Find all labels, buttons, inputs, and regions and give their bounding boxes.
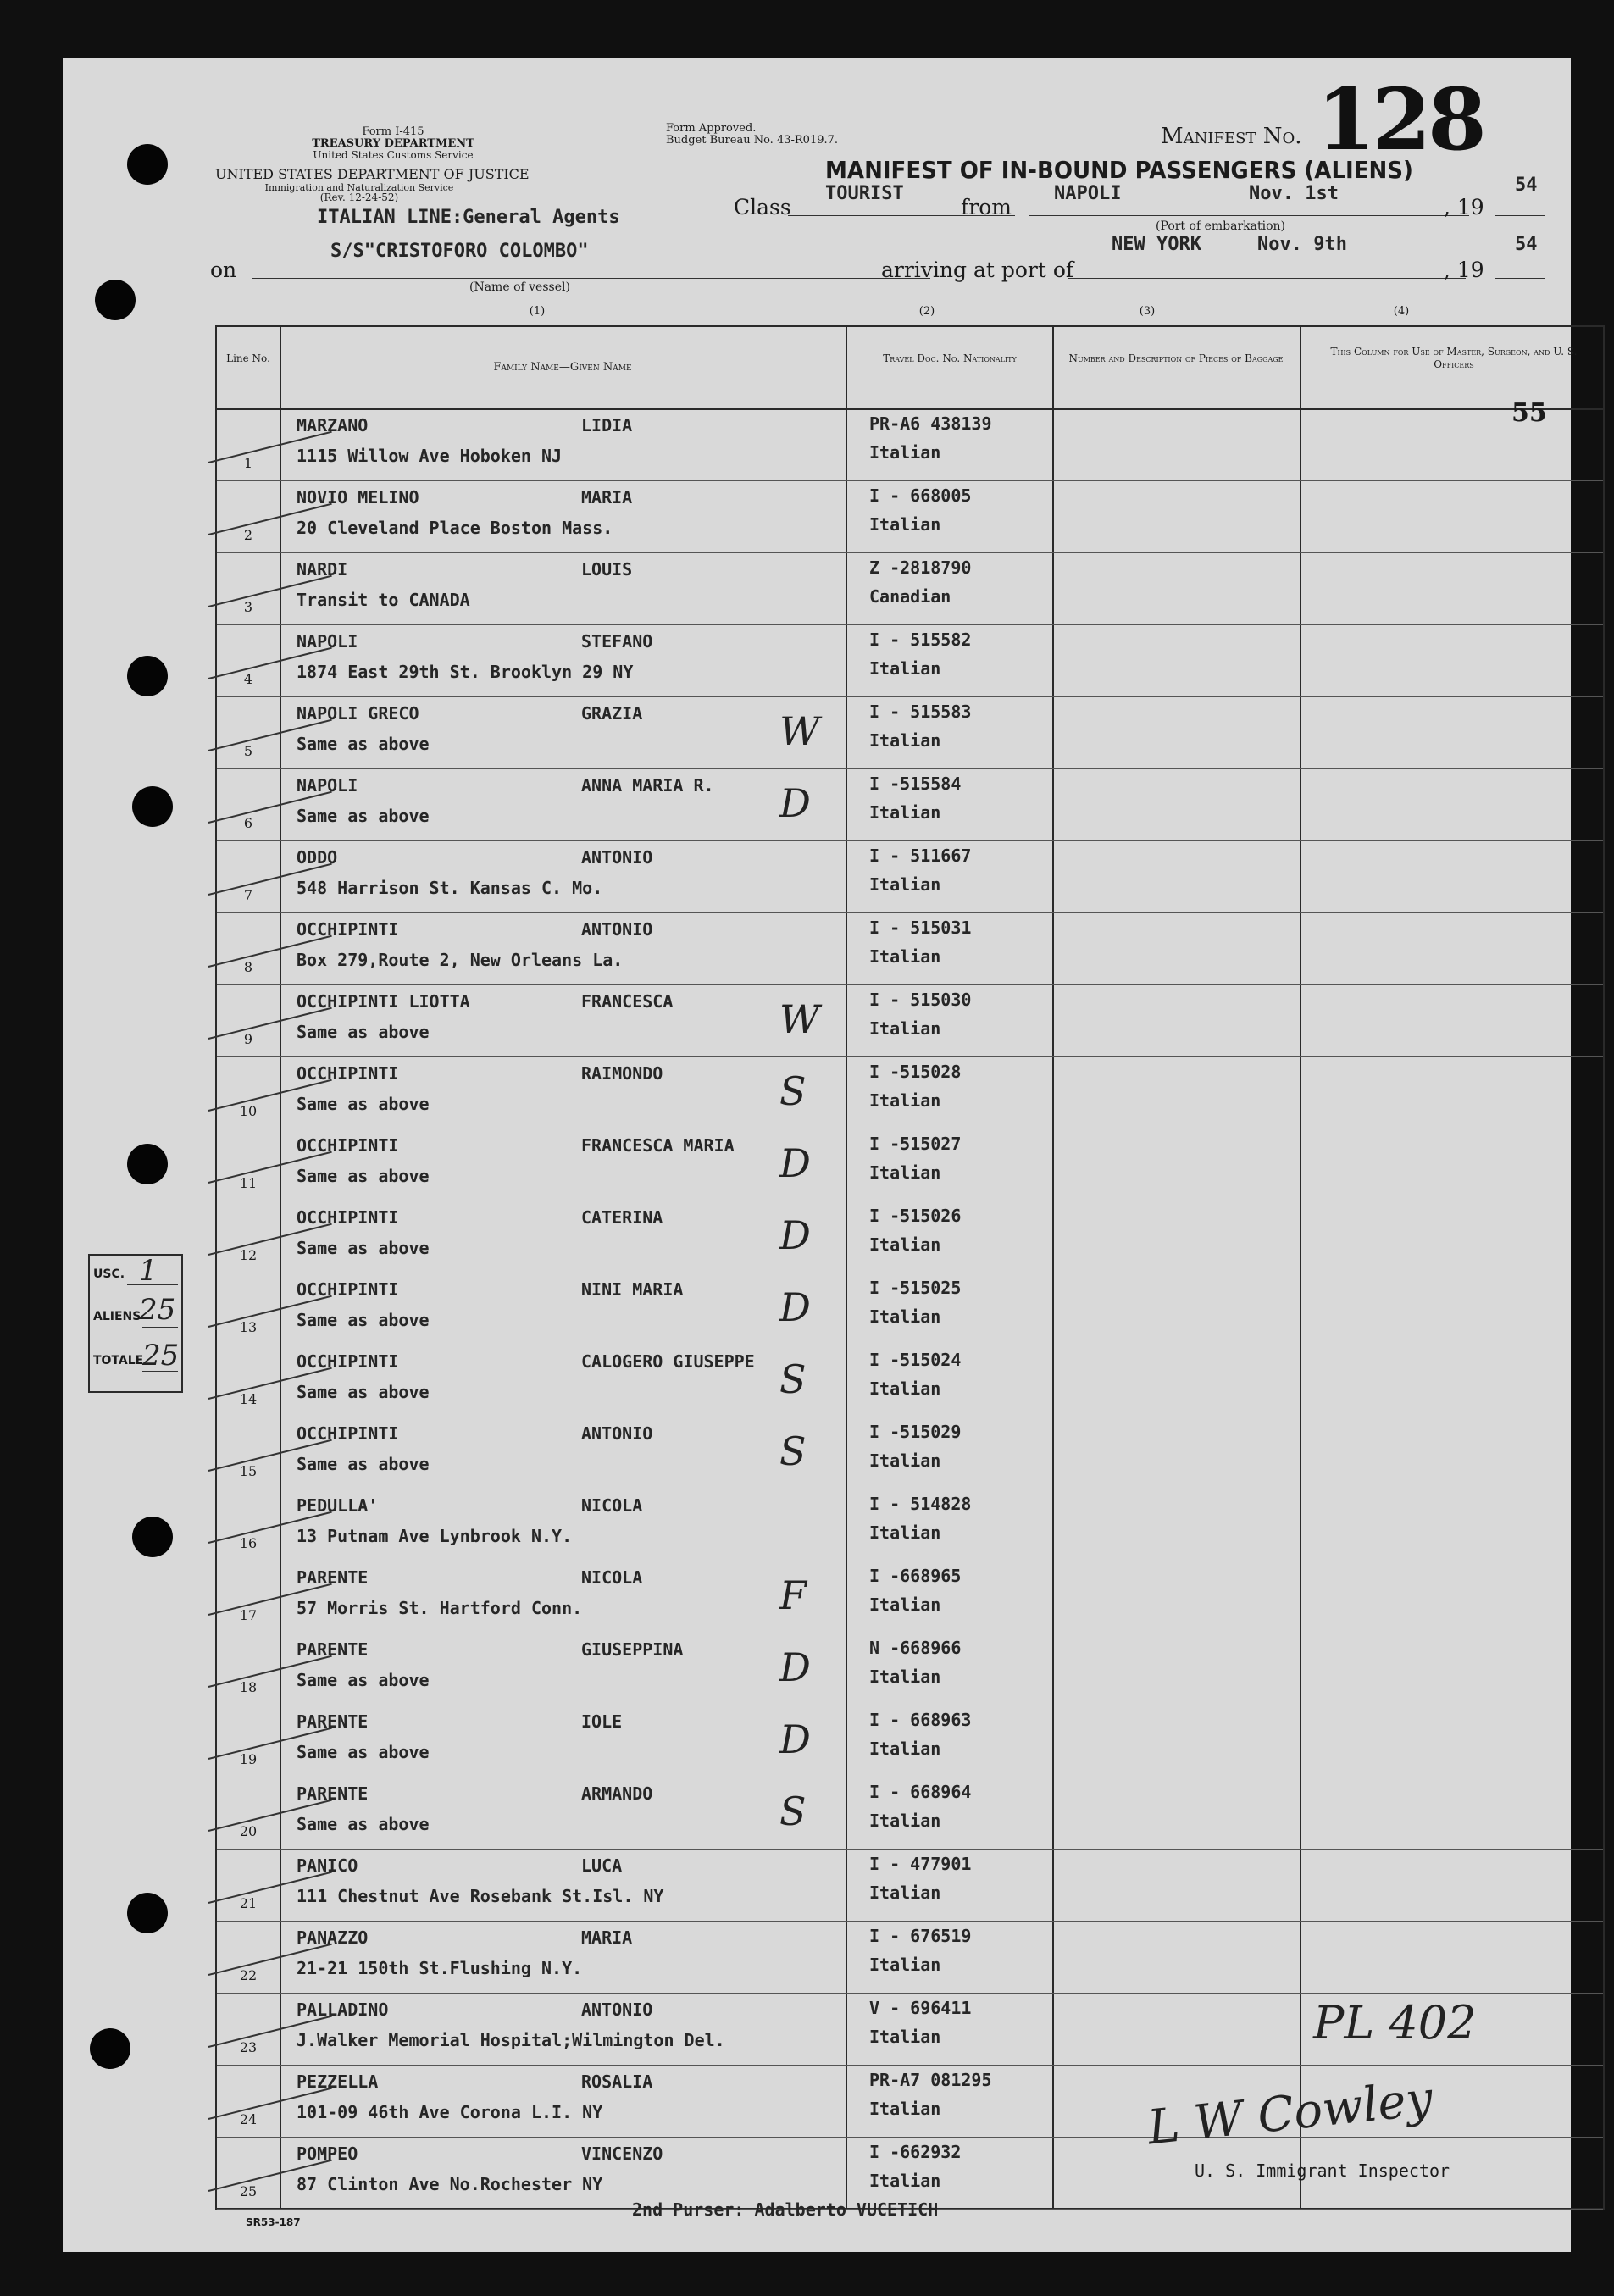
family-name: PANAZZO bbox=[297, 1927, 369, 1948]
line-number: 19 bbox=[239, 1751, 258, 1767]
line-number: 22 bbox=[239, 1967, 258, 1983]
year-prefix-2: , 19 bbox=[1444, 258, 1484, 282]
passenger-table bbox=[215, 325, 1605, 2210]
address: 21-21 150th St.Flushing N.Y. bbox=[297, 1958, 583, 1978]
customs-service: United States Customs Service bbox=[313, 149, 474, 161]
family-name: NAPOLI bbox=[297, 631, 358, 652]
status-mark: D bbox=[779, 780, 811, 826]
line-number: 14 bbox=[239, 1391, 258, 1407]
approval-line-2: Budget Bureau No. 43-R019.7. bbox=[666, 134, 839, 147]
baggage-header: Number and Description of Pieces of Baggage bbox=[1068, 352, 1284, 364]
travel-doc-number: I -515024 bbox=[869, 1350, 962, 1370]
col-number-3: (3) bbox=[1139, 305, 1156, 318]
status-mark: S bbox=[779, 1356, 807, 1402]
travel-doc-number: I -515027 bbox=[869, 1134, 962, 1154]
nationality: Italian bbox=[869, 1739, 941, 1759]
given-name: LOUIS bbox=[581, 559, 633, 580]
arrival-line bbox=[1068, 278, 1466, 279]
officers-header: This Column for Use of Master, Surgeon, and U. S. Officers bbox=[1330, 346, 1578, 370]
travel-doc-number: I - 676519 bbox=[869, 1926, 972, 1946]
arrival-port: NEW YORK bbox=[1112, 234, 1201, 255]
line-number: 7 bbox=[243, 887, 253, 903]
usc-label: USC. bbox=[93, 1267, 125, 1281]
class-label: Class bbox=[734, 195, 791, 219]
status-mark: F bbox=[779, 1572, 807, 1618]
given-name: IOLE bbox=[581, 1711, 623, 1732]
address: Same as above bbox=[297, 1238, 430, 1258]
arriving-label: arriving at port of bbox=[881, 258, 1074, 282]
from-date: Nov. 1st bbox=[1249, 183, 1339, 204]
address: 20 Cleveland Place Boston Mass. bbox=[297, 518, 613, 538]
given-name: VINCENZO bbox=[581, 2143, 663, 2164]
family-name: PARENTE bbox=[297, 1711, 369, 1732]
arrival-date: Nov. 9th bbox=[1257, 234, 1347, 255]
given-name: FRANCESCA MARIA bbox=[581, 1135, 735, 1156]
table-row bbox=[217, 1129, 1603, 1201]
status-mark: W bbox=[779, 708, 820, 754]
table-row bbox=[217, 624, 1603, 697]
given-name: FRANCESCA bbox=[581, 991, 674, 1012]
given-name: CALOGERO GIUSEPPE bbox=[581, 1351, 755, 1372]
vessel-name: S/S"CRISTOFORO COLOMBO" bbox=[330, 241, 589, 262]
table-row bbox=[217, 1705, 1603, 1777]
year-1: 54 bbox=[1515, 175, 1538, 196]
port-of-embarkation-label: (Port of embarkation) bbox=[1156, 219, 1285, 233]
nationality: Italian bbox=[869, 1234, 941, 1255]
travel-doc-number: I - 668005 bbox=[869, 485, 972, 506]
line-number: 16 bbox=[239, 1535, 258, 1551]
nationality: Italian bbox=[869, 1018, 941, 1039]
purser: 2nd Purser: Adalberto VUCETICH bbox=[632, 2199, 939, 2220]
line-number: 12 bbox=[239, 1247, 258, 1263]
given-name: GIUSEPPINA bbox=[581, 1639, 684, 1660]
status-mark: W bbox=[779, 996, 820, 1042]
col-number-4: (4) bbox=[1393, 305, 1410, 318]
status-mark: D bbox=[779, 1284, 811, 1330]
table-row bbox=[217, 552, 1603, 625]
travel-doc-number: I - 514828 bbox=[869, 1494, 972, 1514]
justice-department: UNITED STATES DEPARTMENT OF JUSTICE bbox=[215, 166, 530, 182]
year-prefix-1: , 19 bbox=[1444, 195, 1484, 219]
aliens-value: 25 bbox=[139, 1293, 176, 1327]
family-name: OCCHIPINTI bbox=[297, 1423, 399, 1444]
agent-name: ITALIAN LINE:General Agents bbox=[317, 207, 620, 228]
family-name: POMPEO bbox=[297, 2143, 358, 2164]
address: Same as above bbox=[297, 1814, 430, 1834]
line-number: 21 bbox=[239, 1895, 258, 1911]
given-name: ANTONIO bbox=[581, 1999, 653, 2020]
manifest-sheet bbox=[63, 58, 1578, 2252]
travel-doc-number: I -515026 bbox=[869, 1206, 962, 1226]
line-number: 17 bbox=[239, 1607, 258, 1623]
punch-hole bbox=[127, 1893, 168, 1933]
nationality: Italian bbox=[869, 442, 941, 463]
form-revision: (Rev. 12-24-52) bbox=[319, 191, 399, 203]
family-name: PEZZELLA bbox=[297, 2071, 379, 2092]
address: 101-09 46th Ave Corona L.I. NY bbox=[297, 2102, 603, 2122]
aliens-line bbox=[142, 1327, 178, 1328]
from-label: from bbox=[961, 195, 1012, 219]
officers-count: 55 bbox=[1511, 398, 1547, 428]
travel-doc-number: I -662932 bbox=[869, 2142, 962, 2162]
travel-doc-number: V - 696411 bbox=[869, 1998, 972, 2018]
family-name: PARENTE bbox=[297, 1567, 369, 1588]
vessel-line bbox=[252, 278, 930, 279]
address: Same as above bbox=[297, 1022, 430, 1042]
nationality: Italian bbox=[869, 730, 941, 751]
given-name: STEFANO bbox=[581, 631, 653, 652]
address: 13 Putnam Ave Lynbrook N.Y. bbox=[297, 1526, 573, 1546]
nationality: Italian bbox=[869, 874, 941, 895]
address: 1874 East 29th St. Brooklyn 29 NY bbox=[297, 662, 634, 682]
travel-doc-number: I -515025 bbox=[869, 1278, 962, 1298]
given-name: NINI MARIA bbox=[581, 1279, 684, 1300]
travel-doc-number: N -668966 bbox=[869, 1638, 962, 1658]
family-name: OCCHIPINTI bbox=[297, 1063, 399, 1084]
table-row bbox=[217, 1201, 1603, 1273]
travel-doc-number: I -515028 bbox=[869, 1062, 962, 1082]
nationality: Italian bbox=[869, 514, 941, 535]
nationality: Italian bbox=[869, 658, 941, 679]
nationality: Canadian bbox=[869, 586, 951, 607]
travel-doc-number: Z -2818790 bbox=[869, 557, 972, 578]
given-name: MARIA bbox=[581, 487, 633, 507]
on-label: on bbox=[210, 258, 237, 282]
travel-doc-number: I - 668963 bbox=[869, 1710, 972, 1730]
line-number: 6 bbox=[243, 815, 253, 831]
total-label: TOTALE bbox=[93, 1354, 144, 1367]
address: Same as above bbox=[297, 1166, 430, 1186]
manifest-title: MANIFEST OF IN-BOUND PASSENGERS (ALIENS) bbox=[825, 156, 1413, 184]
table-row bbox=[217, 1921, 1603, 1994]
line-number: 4 bbox=[243, 671, 253, 687]
given-name: ARMANDO bbox=[581, 1783, 653, 1804]
nationality: Italian bbox=[869, 2027, 941, 2047]
nationality: Italian bbox=[869, 2099, 941, 2119]
nationality: Italian bbox=[869, 2171, 941, 2191]
ins-service: Immigration and Naturalization Service bbox=[264, 182, 454, 193]
col-number-1: (1) bbox=[529, 305, 546, 318]
family-name: NAPOLI GRECO bbox=[297, 703, 419, 724]
table-row bbox=[217, 1489, 1603, 1561]
punch-hole bbox=[127, 144, 168, 185]
line-number: 8 bbox=[243, 959, 253, 975]
table-row bbox=[217, 984, 1603, 1057]
punch-hole bbox=[132, 1517, 173, 1557]
status-mark: S bbox=[779, 1789, 807, 1834]
given-name: LUCA bbox=[581, 1855, 623, 1876]
family-name: OCCHIPINTI bbox=[297, 1207, 399, 1228]
family-name: PARENTE bbox=[297, 1639, 369, 1660]
footer-code: SR53-187 bbox=[246, 2216, 301, 2228]
address: 57 Morris St. Hartford Conn. bbox=[297, 1598, 583, 1618]
family-name: OCCHIPINTI bbox=[297, 919, 399, 940]
line-number: 3 bbox=[243, 599, 253, 615]
line-number: 23 bbox=[239, 2039, 258, 2055]
nationality: Italian bbox=[869, 946, 941, 967]
total-value: 25 bbox=[142, 1339, 180, 1373]
given-name: GRAZIA bbox=[581, 703, 643, 724]
family-name: NOVIO MELINO bbox=[297, 487, 419, 507]
given-name: CATERINA bbox=[581, 1207, 663, 1228]
status-mark: D bbox=[779, 1140, 811, 1186]
family-name: PALLADINO bbox=[297, 1999, 389, 2020]
nationality: Italian bbox=[869, 1378, 941, 1399]
family-name: ODDO bbox=[297, 847, 338, 868]
status-mark: D bbox=[779, 1212, 811, 1258]
table-row bbox=[217, 912, 1603, 985]
family-name: OCCHIPINTI bbox=[297, 1135, 399, 1156]
given-name: ANNA MARIA R. bbox=[581, 775, 714, 796]
family-name: OCCHIPINTI LIOTTA bbox=[297, 991, 470, 1012]
nationality: Italian bbox=[869, 1450, 941, 1471]
table-row bbox=[217, 1849, 1603, 1922]
manifest-label: Manifest No. bbox=[1161, 124, 1302, 149]
family-name: PANICO bbox=[297, 1855, 358, 1876]
address: 111 Chestnut Ave Rosebank St.Isl. NY bbox=[297, 1886, 664, 1906]
line-no-header: Line No. bbox=[226, 352, 270, 364]
punch-hole bbox=[95, 280, 136, 320]
nationality: Italian bbox=[869, 1306, 941, 1327]
nationality: Italian bbox=[869, 1594, 941, 1615]
family-name: OCCHIPINTI bbox=[297, 1279, 399, 1300]
address: Same as above bbox=[297, 1454, 430, 1474]
travel-doc-number: I - 515582 bbox=[869, 629, 972, 650]
nationality: Italian bbox=[869, 1162, 941, 1183]
from-line bbox=[1029, 215, 1469, 216]
vessel-label: (Name of vessel) bbox=[469, 280, 570, 294]
nationality: Italian bbox=[869, 1522, 941, 1543]
table-row bbox=[217, 408, 1603, 481]
nationality: Italian bbox=[869, 1955, 941, 1975]
address: 87 Clinton Ave No.Rochester NY bbox=[297, 2174, 603, 2194]
family-name: OCCHIPINTI bbox=[297, 1351, 399, 1372]
line-number: 18 bbox=[239, 1679, 258, 1695]
travel-doc-number: I -668965 bbox=[869, 1566, 962, 1586]
table-row bbox=[217, 1417, 1603, 1489]
nationality: Italian bbox=[869, 1667, 941, 1687]
address: J.Walker Memorial Hospital;Wilmington Del. bbox=[297, 2030, 725, 2050]
travel-doc-number: PR-A6 438139 bbox=[869, 413, 992, 434]
line-number: 13 bbox=[239, 1319, 258, 1335]
given-name: ANTONIO bbox=[581, 919, 653, 940]
address: Same as above bbox=[297, 806, 430, 826]
table-row bbox=[217, 1345, 1603, 1417]
address: Transit to CANADA bbox=[297, 590, 470, 610]
travel-doc-number: I - 515583 bbox=[869, 702, 972, 722]
address: Same as above bbox=[297, 1310, 430, 1330]
travel-doc-number: I -515584 bbox=[869, 774, 962, 794]
punch-hole bbox=[90, 2028, 130, 2069]
line-number: 20 bbox=[239, 1823, 258, 1839]
total-line bbox=[142, 1371, 178, 1372]
table-row bbox=[217, 768, 1603, 841]
punch-hole bbox=[127, 1144, 168, 1184]
nationality: Italian bbox=[869, 802, 941, 823]
year-line-1 bbox=[1495, 215, 1545, 216]
table-row bbox=[217, 480, 1603, 553]
given-name: LIDIA bbox=[581, 415, 633, 435]
family-name: MARZANO bbox=[297, 415, 369, 435]
given-name: ANTONIO bbox=[581, 847, 653, 868]
punch-hole bbox=[127, 656, 168, 696]
line-number: 15 bbox=[239, 1463, 258, 1479]
class-value: TOURIST bbox=[825, 183, 904, 204]
given-name: NICOLA bbox=[581, 1495, 643, 1516]
address: 1115 Willow Ave Hoboken NJ bbox=[297, 446, 563, 466]
family-name: NAPOLI bbox=[297, 775, 358, 796]
given-name: ANTONIO bbox=[581, 1423, 653, 1444]
table-row bbox=[217, 1561, 1603, 1633]
travel-doc-number: PR-A7 081295 bbox=[869, 2070, 992, 2090]
nationality: Italian bbox=[869, 1090, 941, 1111]
table-row bbox=[217, 696, 1603, 769]
address: Same as above bbox=[297, 1742, 430, 1762]
col-number-2: (2) bbox=[918, 305, 935, 318]
status-mark: D bbox=[779, 1716, 811, 1762]
line-number: 25 bbox=[239, 2183, 258, 2199]
table-row bbox=[217, 1056, 1603, 1129]
officer-title: U. S. Immigrant Inspector bbox=[1195, 2160, 1450, 2181]
aliens-label: ALIENS bbox=[93, 1310, 141, 1323]
family-name: NARDI bbox=[297, 559, 348, 580]
usc-value: 1 bbox=[139, 1254, 158, 1288]
travel-doc-number: I - 515030 bbox=[869, 990, 972, 1010]
nationality: Italian bbox=[869, 1883, 941, 1903]
line-number: 11 bbox=[239, 1175, 258, 1191]
line-number: 9 bbox=[243, 1031, 253, 1047]
travel-doc-number: I - 511667 bbox=[869, 846, 972, 866]
address: Same as above bbox=[297, 1382, 430, 1402]
travel-doc-number: I - 515031 bbox=[869, 918, 972, 938]
given-name: NICOLA bbox=[581, 1567, 643, 1588]
family-name: PARENTE bbox=[297, 1783, 369, 1804]
table-row bbox=[217, 840, 1603, 913]
punch-hole bbox=[132, 786, 173, 827]
status-mark: S bbox=[779, 1428, 807, 1474]
given-name: RAIMONDO bbox=[581, 1063, 663, 1084]
handwritten-note: PL 402 bbox=[1313, 1996, 1477, 2049]
line-number: 2 bbox=[243, 527, 253, 543]
status-mark: D bbox=[779, 1644, 811, 1690]
family-name: PEDULLA' bbox=[297, 1495, 379, 1516]
status-mark: S bbox=[779, 1068, 807, 1114]
line-number: 24 bbox=[239, 2111, 258, 2127]
given-name: MARIA bbox=[581, 1927, 633, 1948]
officer-signature: L W Cowley bbox=[1145, 2071, 1436, 2156]
table-row bbox=[217, 1777, 1603, 1850]
department: TREASURY DEPARTMENT bbox=[312, 137, 474, 150]
line-number: 5 bbox=[243, 743, 253, 759]
from-port: NAPOLI bbox=[1054, 183, 1122, 204]
tally-box bbox=[88, 1254, 183, 1393]
travel-doc-number: I -515029 bbox=[869, 1422, 962, 1442]
address: Same as above bbox=[297, 1670, 430, 1690]
travel-header: Travel Doc. No. Nationality bbox=[883, 352, 1017, 364]
nationality: Italian bbox=[869, 1811, 941, 1831]
table-row bbox=[217, 1633, 1603, 1705]
table-row bbox=[217, 1273, 1603, 1345]
address: Box 279,Route 2, New Orleans La. bbox=[297, 950, 624, 970]
address: Same as above bbox=[297, 1094, 430, 1114]
usc-line bbox=[127, 1284, 178, 1285]
address: Same as above bbox=[297, 734, 430, 754]
travel-doc-number: I - 668964 bbox=[869, 1782, 972, 1802]
given-name: ROSALIA bbox=[581, 2071, 653, 2092]
line-number: 1 bbox=[243, 455, 253, 471]
form-number: Form I-415 bbox=[362, 125, 424, 138]
approval-line-1: Form Approved. bbox=[666, 122, 757, 135]
travel-doc-number: I - 477901 bbox=[869, 1854, 972, 1874]
line-number: 10 bbox=[239, 1103, 258, 1119]
year-2: 54 bbox=[1515, 234, 1538, 255]
year-line-2 bbox=[1495, 278, 1545, 279]
address: 548 Harrison St. Kansas C. Mo. bbox=[297, 878, 603, 898]
manifest-number: 128 bbox=[1317, 69, 1484, 169]
name-header: Family Name—Given Name bbox=[493, 361, 632, 374]
